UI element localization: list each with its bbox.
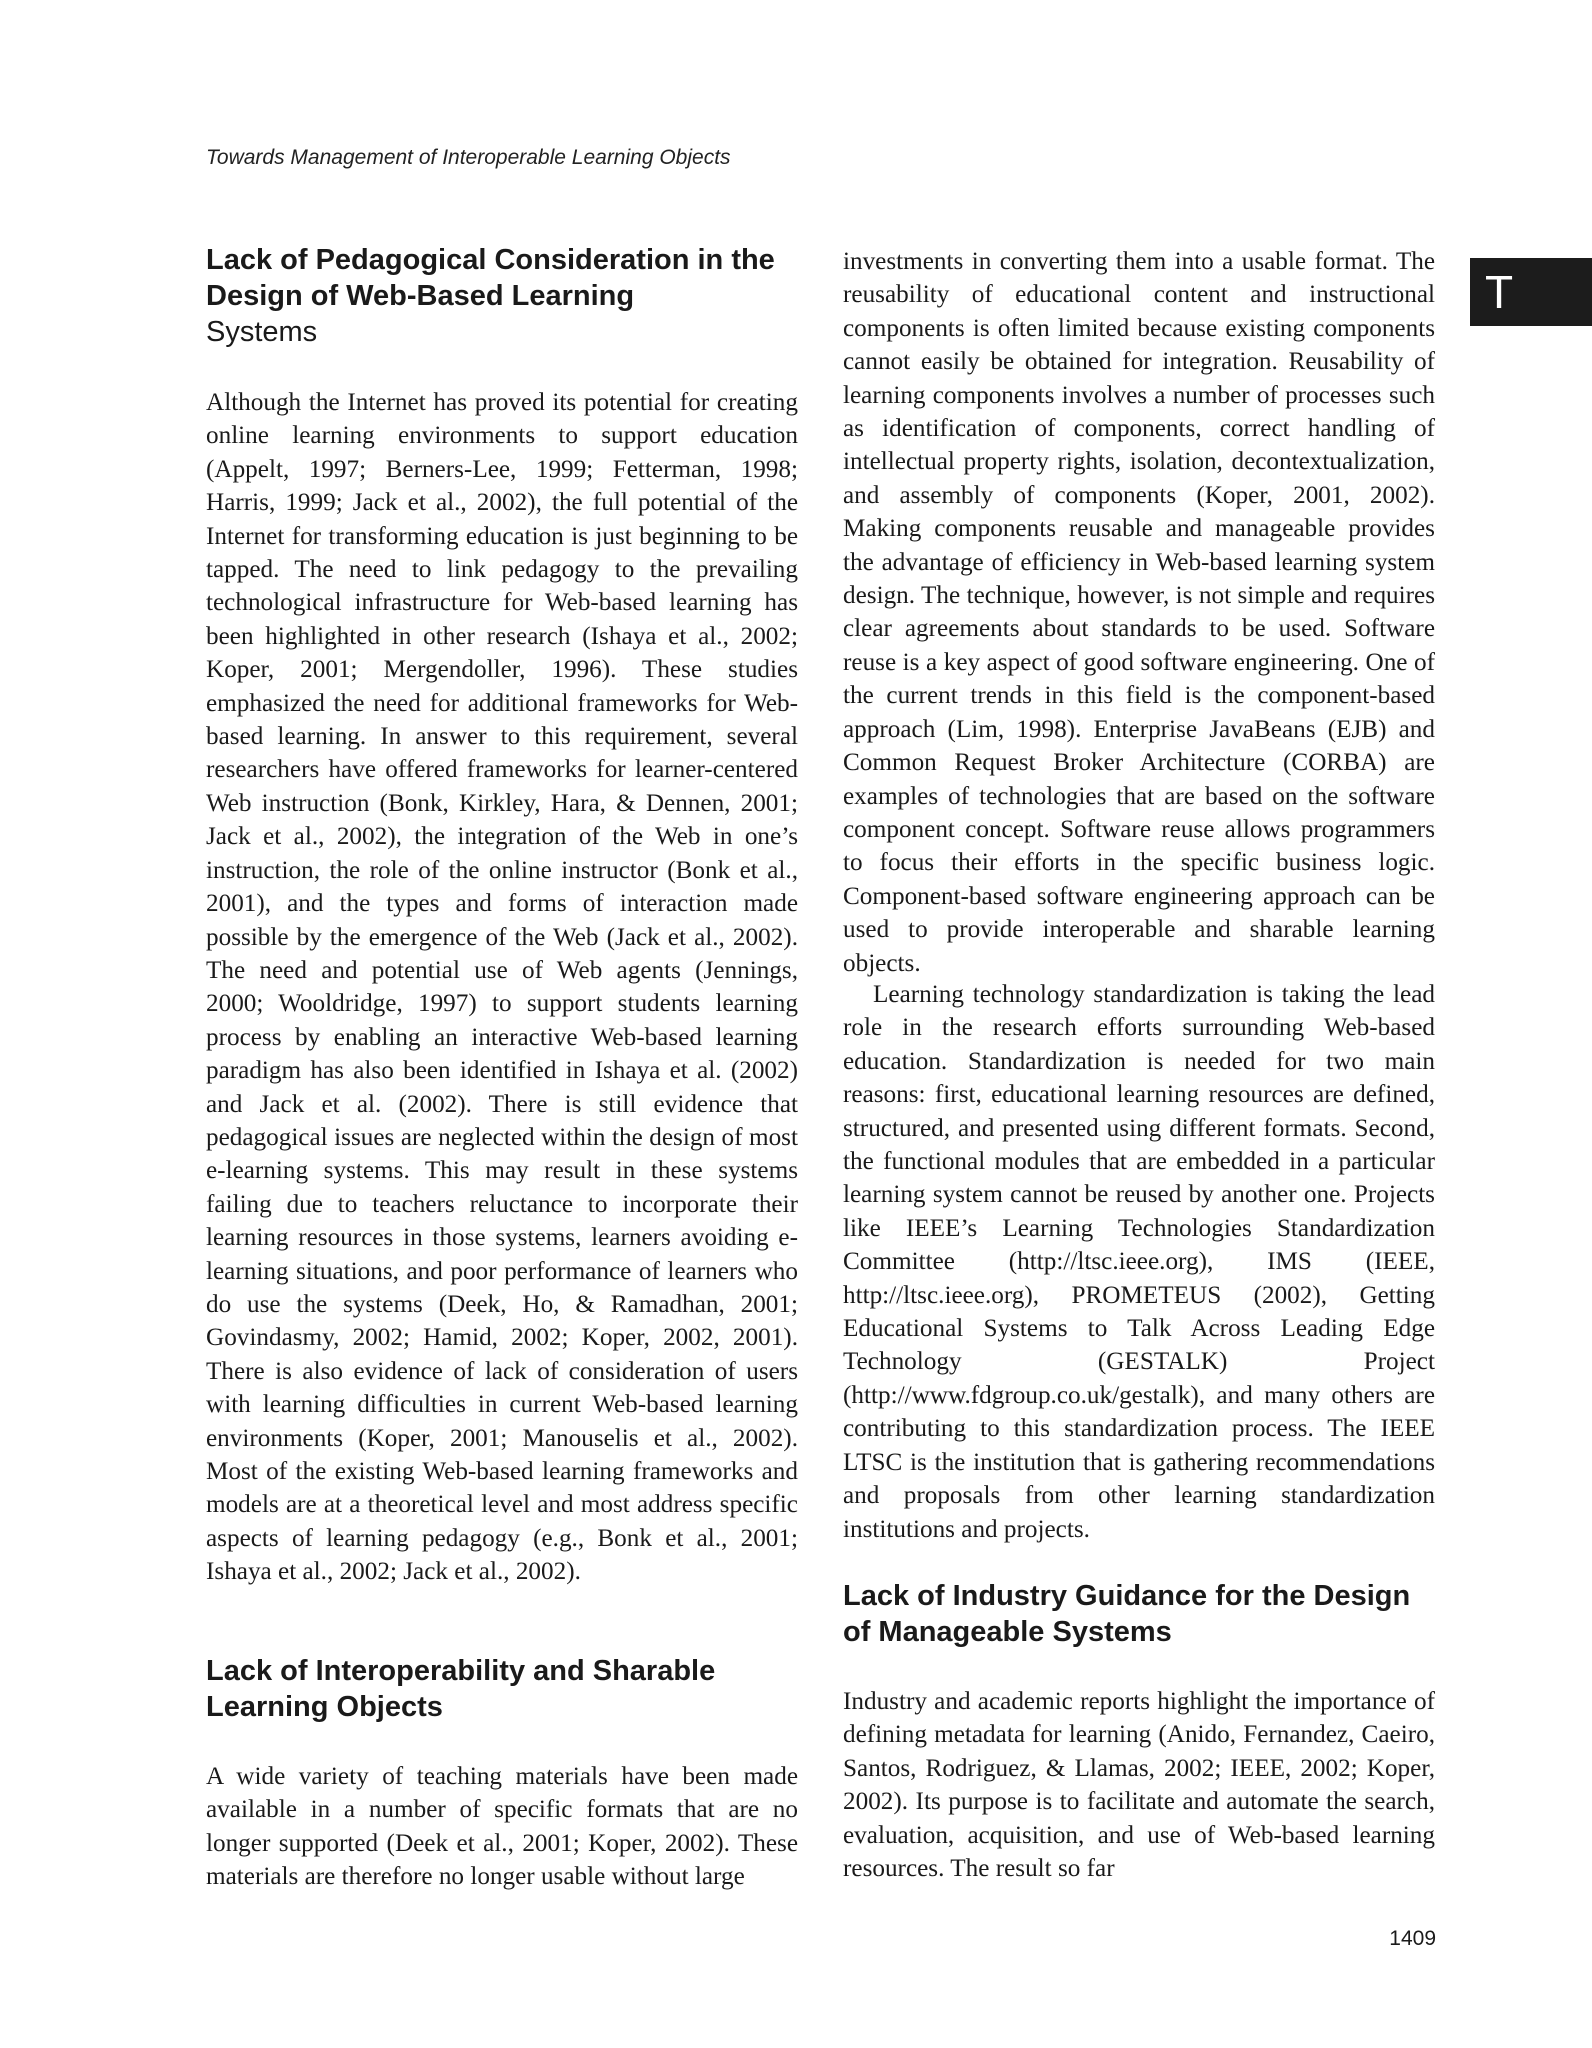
section-heading-pedagogical — [206, 242, 798, 350]
thumb-index-tab — [1470, 258, 1592, 326]
page-number: 1409 — [1389, 1927, 1436, 1950]
section-heading-industry-guidance: Lack of Industry Guidance for the Design of Manageable Systems — [843, 1580, 1411, 1648]
paragraph-pedagogical: Although the Internet has proved its potential for creating online learning environments to support education (Appelt, 1997; Berners-Lee, 1999; Fetterman, 1998; Harris, 1999; Jack et al., 2002), the full potential of the Internet for transforming education is just beginning to be tapped. The need to link pedagogy to the prevailing technological infrastructure for Web-based learning has been highlighted in other research (Ishaya et al., 2002; Koper, 2001; Mergendoller, 1996). These studies emphasized the need for additional frameworks for Web-based learning. In answer to this requirement, several researchers have offered frameworks for learner-centered Web instruction (Bonk, Kirkley, Hara, & Dennen, 2001; Jack et al., 2002), the integration of the Web in one’s instruction, the role of the online instructor (Bonk et al., 2001), and the types and forms of interaction made possible by the emergence of the Web (Jack et al., 2002). The need and potential use of Web agents (Jennings, 2000; Wooldridge, 1997) to support students learning process by enabling an interactive Web-based learning paradigm has also been identified in Ishaya et al. (2002) and Jack et al. (2002). There is still evidence that pedagogical issues are neglected within the design of most e-learning systems. This may result in these systems failing due to teachers reluctance to incorporate their learning resources in those systems, learners avoiding e-learning situations, and poor performance of learners who do use the systems (Deek, Ho, & Ramadhan, 2001; Govindasmy, 2002; Hamid, 2002; Koper, 2002, 2001). There is also evidence of lack of consideration of users with learning difficulties in current Web-based learning environments (Koper, 2001; Manouselis et al., 2002). Most of the existing Web-based learning frameworks and models are at a theoretical level and most address specific aspects of learning pedagogy (e.g., Bonk et al., 2001; Ishaya et al., 2002; Jack et al., 2002). — [206, 389, 798, 1586]
paragraph-standardization: Learning technology standardization is taking the lead role in the research efforts surrounding Web-based education. Standardization is needed for two main reasons: first, educational learning resources are defined, structured, and presented using different formats. Second, the functional modules that are embedded in a particular learning system cannot be reused by another one. Projects like IEEE’s Learning Technologies Standardization Committee (http://ltsc.ieee.org), IMS (IEEE, http://ltsc.ieee.org), PROMETEUS (2002), Getting Educational Systems to Talk Across Leading Edge Technology (GESTALK) Project (http://www.fdgroup.co.uk/gestalk), and many others are contributing to this standardization process. The IEEE LTSC is the institution that is gathering recommendations and proposals from other learning standardization institutions and projects. — [843, 981, 1435, 1543]
paragraph-interoperability: A wide variety of teaching materials have been made available in a number of specific formats that are no longer supported (Deek et al., 2001; Koper, 2002). These materials are therefore no longer usable without large — [206, 1763, 798, 1891]
running-head: Towards Management of Interoperable Learning Objects — [206, 146, 731, 169]
paragraph-reusability: investments in converting them into a usable format. The reusability of educational content and instructional components is often limited because existing components cannot easily be obtained for integration. Reusability of learning components involves a number of processes such as identification of components, correct handling of intellectual property rights, isolation, decontextualization, and assembly of components (Koper, 2001, 2002). Making components reusable and manageable provides the advantage of efficiency in Web-based learning system design. The technique, however, is not simple and requires clear agreements about standards to be used. Software reuse is a key aspect of good software engineering. One of the current trends in this field is the component-based approach (Lim, 1998). Enterprise JavaBeans (EJB) and Common Request Broker Architecture (CORBA) are examples of technologies that are based on the software component concept. Software reuse allows programmers to focus their efforts in the specific business logic. Component-based software engineering approach can be used to provide interoperable and sharable learning objects. — [843, 248, 1435, 977]
thumb-index-letter: T — [1484, 266, 1514, 318]
paragraph-industry-guidance: Industry and academic reports highlight the importance of defining metadata for learning (Anido, Fernandez, Caeiro, Santos, Rodriguez, & Llamas, 2002; IEEE, 2002; Koper, 2002). Its purpose is to facilitate and automate the search, evaluation, acquisition, and use of Web-based learning resources. The result so far — [843, 1688, 1435, 1883]
section-heading-interoperability: Lack of Interoperability and Sharable Learning Objects — [206, 1655, 716, 1723]
section-heading-pedagogical-normal: Systems — [206, 316, 318, 348]
section-heading-pedagogical-bold: Lack of Pedagogical Consideration in the Design of Web-Based Learning — [206, 244, 775, 312]
